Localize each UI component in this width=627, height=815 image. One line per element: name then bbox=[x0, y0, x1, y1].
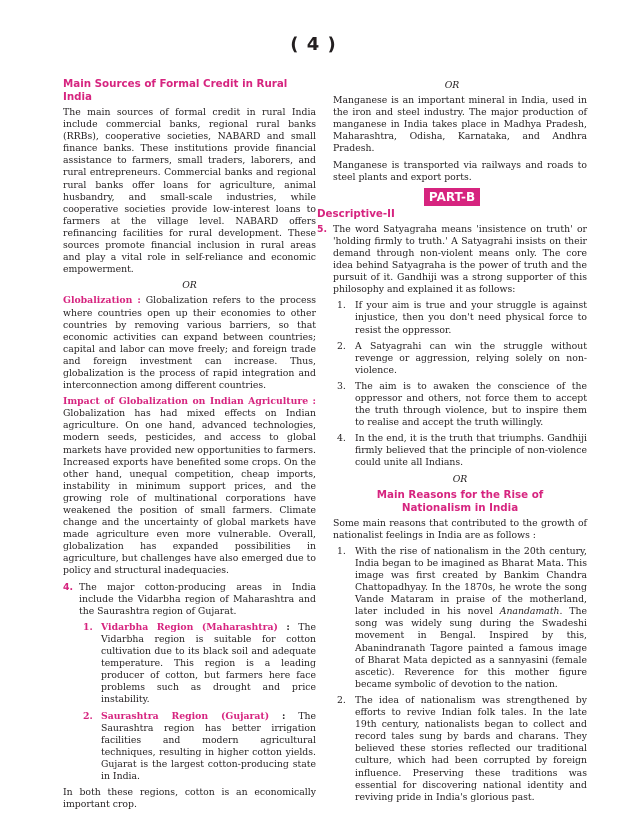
section-heading: Descriptive-II bbox=[317, 207, 395, 220]
manganese-paragraph-2: Manganese is transported via railways and roads to steel plants and export ports. bbox=[333, 159, 587, 183]
q5-intro: The word Satyagraha means 'insistence on truth' or 'holding firmly to truth.' A Satyagrahi insists on their demand through non-violent means only. The core idea behind Satyagraha is the power of truth and the pursuit of it. Gandhiji was a strong supporter of this philosophy and explained it as follows: bbox=[333, 223, 587, 296]
nationalism-reasons-list bbox=[337, 546, 587, 804]
list-item bbox=[337, 341, 587, 377]
list-item bbox=[337, 300, 587, 336]
region-text: The Saurashtra region has better irrigation facilities and modern agricultural techniques, resulting in higher cotton yields. Gujarat is the largest cotton-producing state in India. bbox=[101, 710, 317, 782]
satyagraha-points-list bbox=[337, 300, 587, 469]
globalization-text: Globalization refers to the process where countries open up their economies to other countries by removing various barriers, so that economic activities can expand between countries; capital and labor can move freely; and foreign trade and foreign investment can increase. Thus, globalization is the process of rapid integration and interconnection among different countries. bbox=[63, 295, 316, 392]
list-text: The aim is to awaken the conscience of the oppressor and others, not force them to accept the truth through violence, but to inspire them to realise and accept the truth willingly. bbox=[355, 380, 587, 429]
nationalism-heading-line-2: Nationalism in India bbox=[401, 501, 519, 514]
region-text: The Vidarbha region is suitable for cotton cultivation due to its black soil and adequate temperature. This region is a leading producer of cotton, but farmers here face problems such as drought and price instability. bbox=[101, 621, 316, 706]
manganese-paragraph-1: Manganese is an important mineral in India, used in the iron and steel industry. The major production of manganese in India takes place in Madhya Pradesh, Maharashtra, Odisha, Karnataka, and Andhra Pradesh. bbox=[333, 95, 587, 155]
nationalism-heading-line-1: Main Reasons for the Rise of bbox=[376, 488, 544, 501]
nationalism-intro: Some main reasons that contributed to the growth of nationalist feelings in India are as follows : bbox=[333, 517, 587, 541]
list-item bbox=[337, 695, 587, 804]
right-column bbox=[317, 80, 587, 808]
list-text: In the end, it is the truth that triumphs. Gandhiji firmly believed that the principle of non-violence could unite all Indians. bbox=[355, 433, 587, 469]
impact-text: Globalization has had mixed effects on Indian agriculture. On one hand, advanced technologies, modern seeds, pesticides, and access to global markets have provided new opportunities to farmers. Increased exports have benefited some crops. On the other hand, unequal competition, cheap imports, instability in minimum support prices, and the growing role of multinational corporations have weakened the position of small farmers. Climate change and the uncertainty of global markets have made agriculture even more vulnerable. Overall, globalization has expanded possibilities in agriculture, but challenges have also emerged due to policy and structural inadequacies. bbox=[63, 408, 316, 577]
question-number: 4. bbox=[63, 581, 74, 593]
q4-intro: The major cotton-producing areas in India include the Vidarbha region of Maharashtra and the Saurashtra region of Gujarat. bbox=[79, 581, 316, 617]
separator: : bbox=[269, 710, 299, 722]
list-item bbox=[83, 711, 316, 784]
region-label: Vidarbha Region (Maharashtra) bbox=[101, 621, 278, 633]
separator: : bbox=[277, 621, 299, 633]
list-number: 2. bbox=[337, 340, 346, 352]
list-number: 1. bbox=[337, 545, 346, 557]
list-text: If your aim is true and your struggle is against injustice, then you don't need physical force to resist the oppressor. bbox=[355, 300, 587, 336]
page-number: ( 4 ) bbox=[290, 34, 337, 55]
left-column bbox=[63, 78, 316, 815]
list-number: 3. bbox=[337, 380, 346, 392]
question-5 bbox=[317, 224, 587, 804]
or-separator: OR bbox=[444, 80, 460, 91]
list-item bbox=[337, 433, 587, 469]
list-text: The idea of nationalism was strengthened by efforts to revive Indian folk tales. In the late 19th century, nationalists began to collect and record tales sung by bards and charans. They believed these stories reflected our traditional culture, which had been corrupted by foreign influence. Preserving these traditions was essential for discovering national identity and reviving pride in India's glorious past. bbox=[355, 694, 587, 803]
list-text: With the rise of nationalism in the 20th century, India began to be imagined as Bharat Mata. This image was first created by Bankim Chandra Chattopadhyay. In the 1870s, he wrote the song Vande Mataram in praise of the motherland, later included in his novel bbox=[355, 545, 587, 618]
region-label: Saurashtra Region (Gujarat) bbox=[101, 710, 270, 722]
impact-paragraph bbox=[63, 396, 316, 577]
list-text: A Satyagrahi can win the struggle without revenge or aggression, relying solely on non-violence. bbox=[355, 340, 587, 376]
question-number: 5. bbox=[317, 223, 328, 235]
novel-title: Anandamath bbox=[499, 606, 560, 618]
credit-heading: Main Sources of Formal Credit in Rural India bbox=[63, 78, 288, 103]
part-b-badge: PART-B bbox=[424, 188, 480, 206]
impact-label: Impact of Globalization on Indian Agriculture : bbox=[63, 396, 316, 408]
globalization-paragraph bbox=[63, 295, 316, 392]
credit-paragraph: The main sources of formal credit in rural India include commercial banks, regional rural banks (RRBs), cooperative societies, NABARD and small finance banks. These institutions provide financial assistance to farmers, small traders, laborers, and rural entrepreneurs. Commercial banks and regional rural banks offer loans for agriculture, animal husbandry, and small-scale industries, while cooperative societies provide low-interest loans to farmers at the village level. NABARD offers refinancing facilities for rural development. These sources promote financial inclusion in rural areas and play a vital role in self-reliance and economic empowerment. bbox=[63, 107, 316, 276]
list-number: 2. bbox=[83, 710, 93, 722]
or-separator: OR bbox=[452, 473, 468, 485]
list-item bbox=[337, 546, 587, 691]
globalization-label: Globalization : bbox=[63, 295, 141, 307]
question-4 bbox=[63, 582, 316, 812]
cotton-regions-list bbox=[83, 622, 316, 783]
list-number: 1. bbox=[83, 621, 93, 633]
list-number: 2. bbox=[337, 694, 346, 706]
part-b-banner bbox=[317, 188, 587, 206]
or-separator: OR bbox=[182, 280, 197, 292]
list-item bbox=[83, 622, 316, 707]
q4-conclusion: In both these regions, cotton is an economically important crop. bbox=[63, 787, 316, 811]
list-number: 1. bbox=[337, 300, 346, 312]
list-number: 4. bbox=[337, 433, 346, 445]
list-text: . The song was widely sung during the Swadeshi movement in Bengal. Inspired by this, Abanindranath Tagore painted a famous image of Bharat Mata depicted as a sannyasini (female ascetic). Reverence for this mother figure became symbolic of devotion to the nation. bbox=[355, 606, 587, 690]
list-item bbox=[337, 381, 587, 429]
